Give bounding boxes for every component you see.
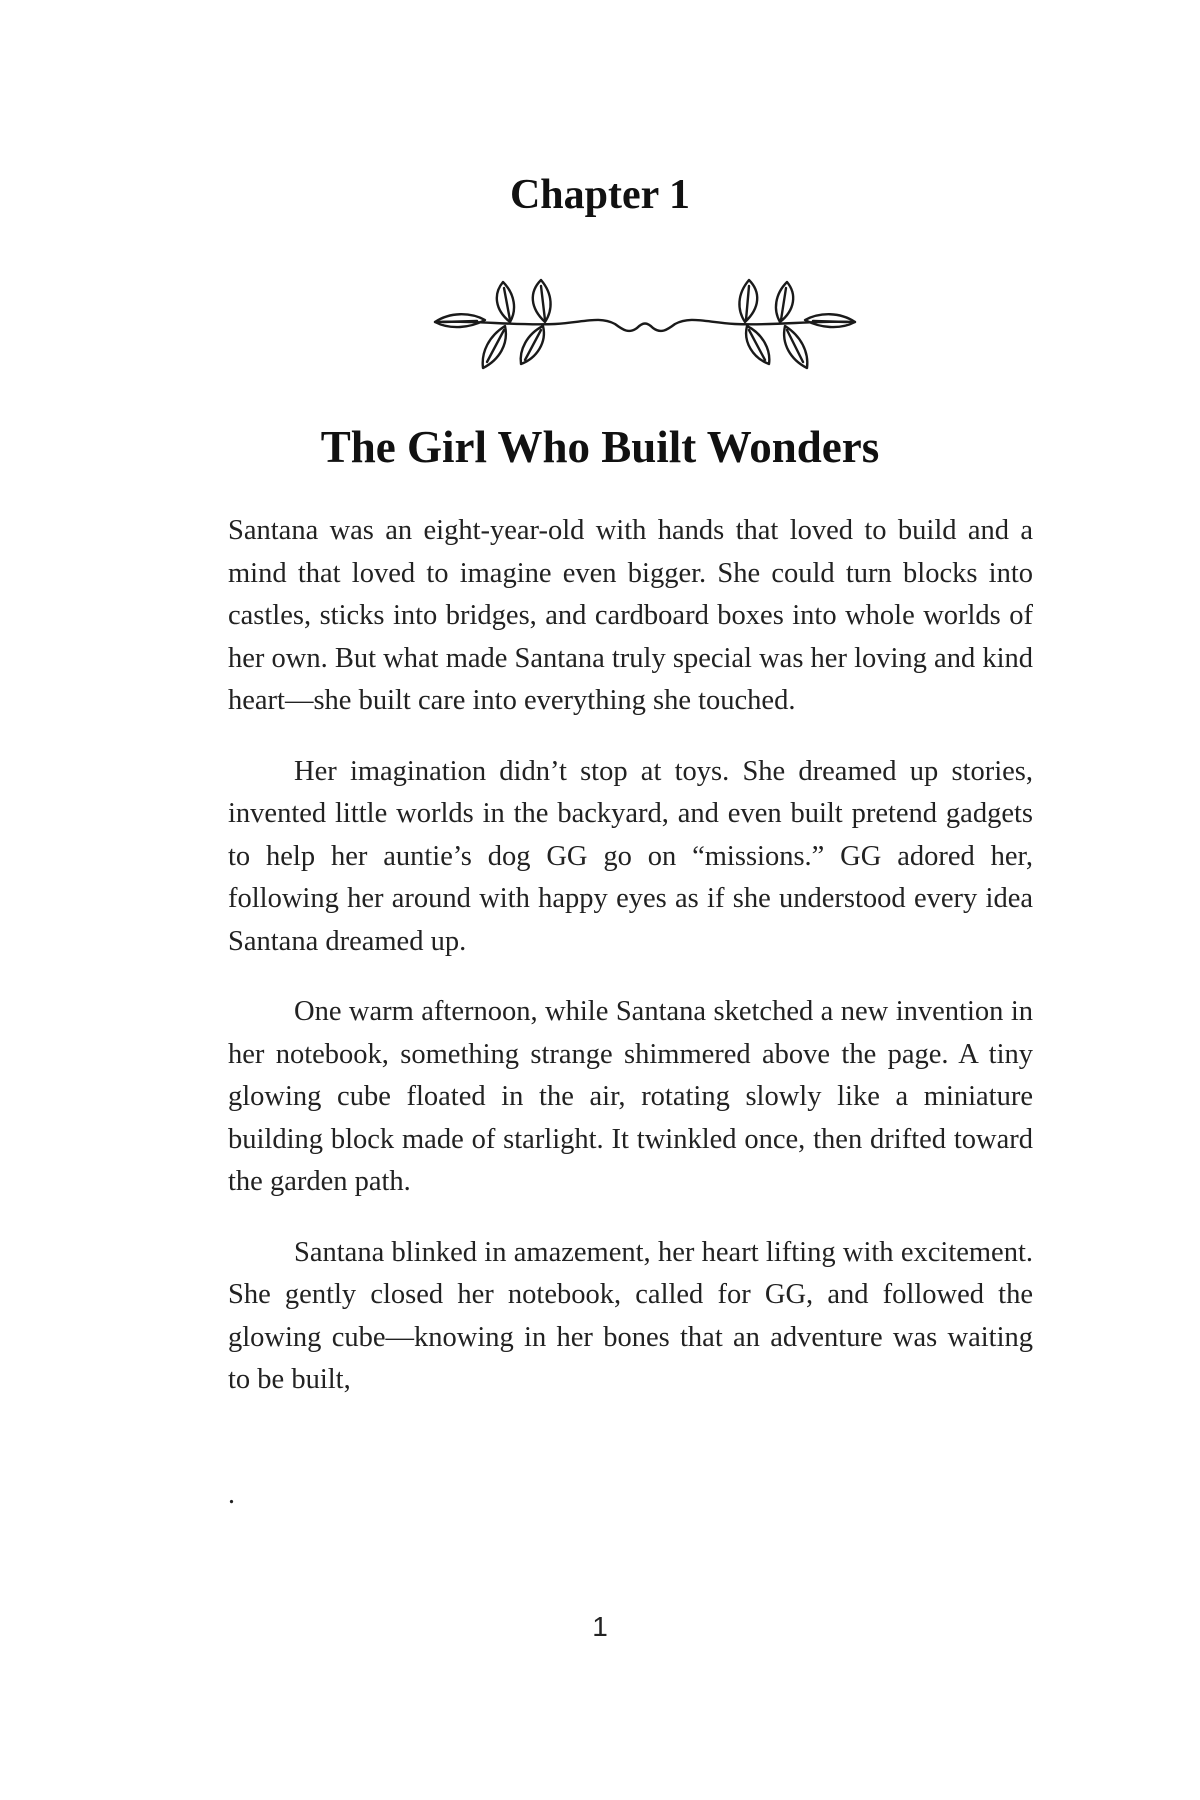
paragraph: Her imagination didn’t stop at toys. She dreamed up stories, invented little worlds in the backyard, and even built pretend gadgets to help her auntie’s dog GG go on “missions.” GG adored her, following her around with happy eyes as if she understood every idea Santana dreamed up. <box>228 755 1033 957</box>
paragraph: Santana blinked in amazement, her heart lifting with excitement. She gently closed her notebook, called for GG, and followed the glowing cube—knowing in her bones that an adventure was waiting to be built, <box>228 1236 1033 1395</box>
paragraph: Santana was an eight-year-old with hands that loved to build and a mind that loved to imagine even bigger. She could turn blocks into castles, sticks into bridges, and cardboard boxes into whole worlds of her own. But what made Santana truly special was her loving and kind heart—she built care into everything she touched. <box>228 515 1033 716</box>
paragraph: One warm afternoon, while Santana sketched a new invention in her notebook, something strange shimmered above the page. A tiny glowing cube floated in the air, rotating slowly like a miniature building block made of starlight. It twinkled once, then drifted toward the garden path. <box>228 996 1033 1197</box>
chapter-title: The Girl Who Built Wonders <box>320 422 880 472</box>
chapter-body <box>228 510 1033 1430</box>
chapter-heading: Chapter 1 <box>509 172 691 218</box>
leaf-vine-divider-icon <box>415 272 875 382</box>
trailing-mark: . <box>228 1479 235 1510</box>
page-number: 1 <box>592 1611 608 1642</box>
